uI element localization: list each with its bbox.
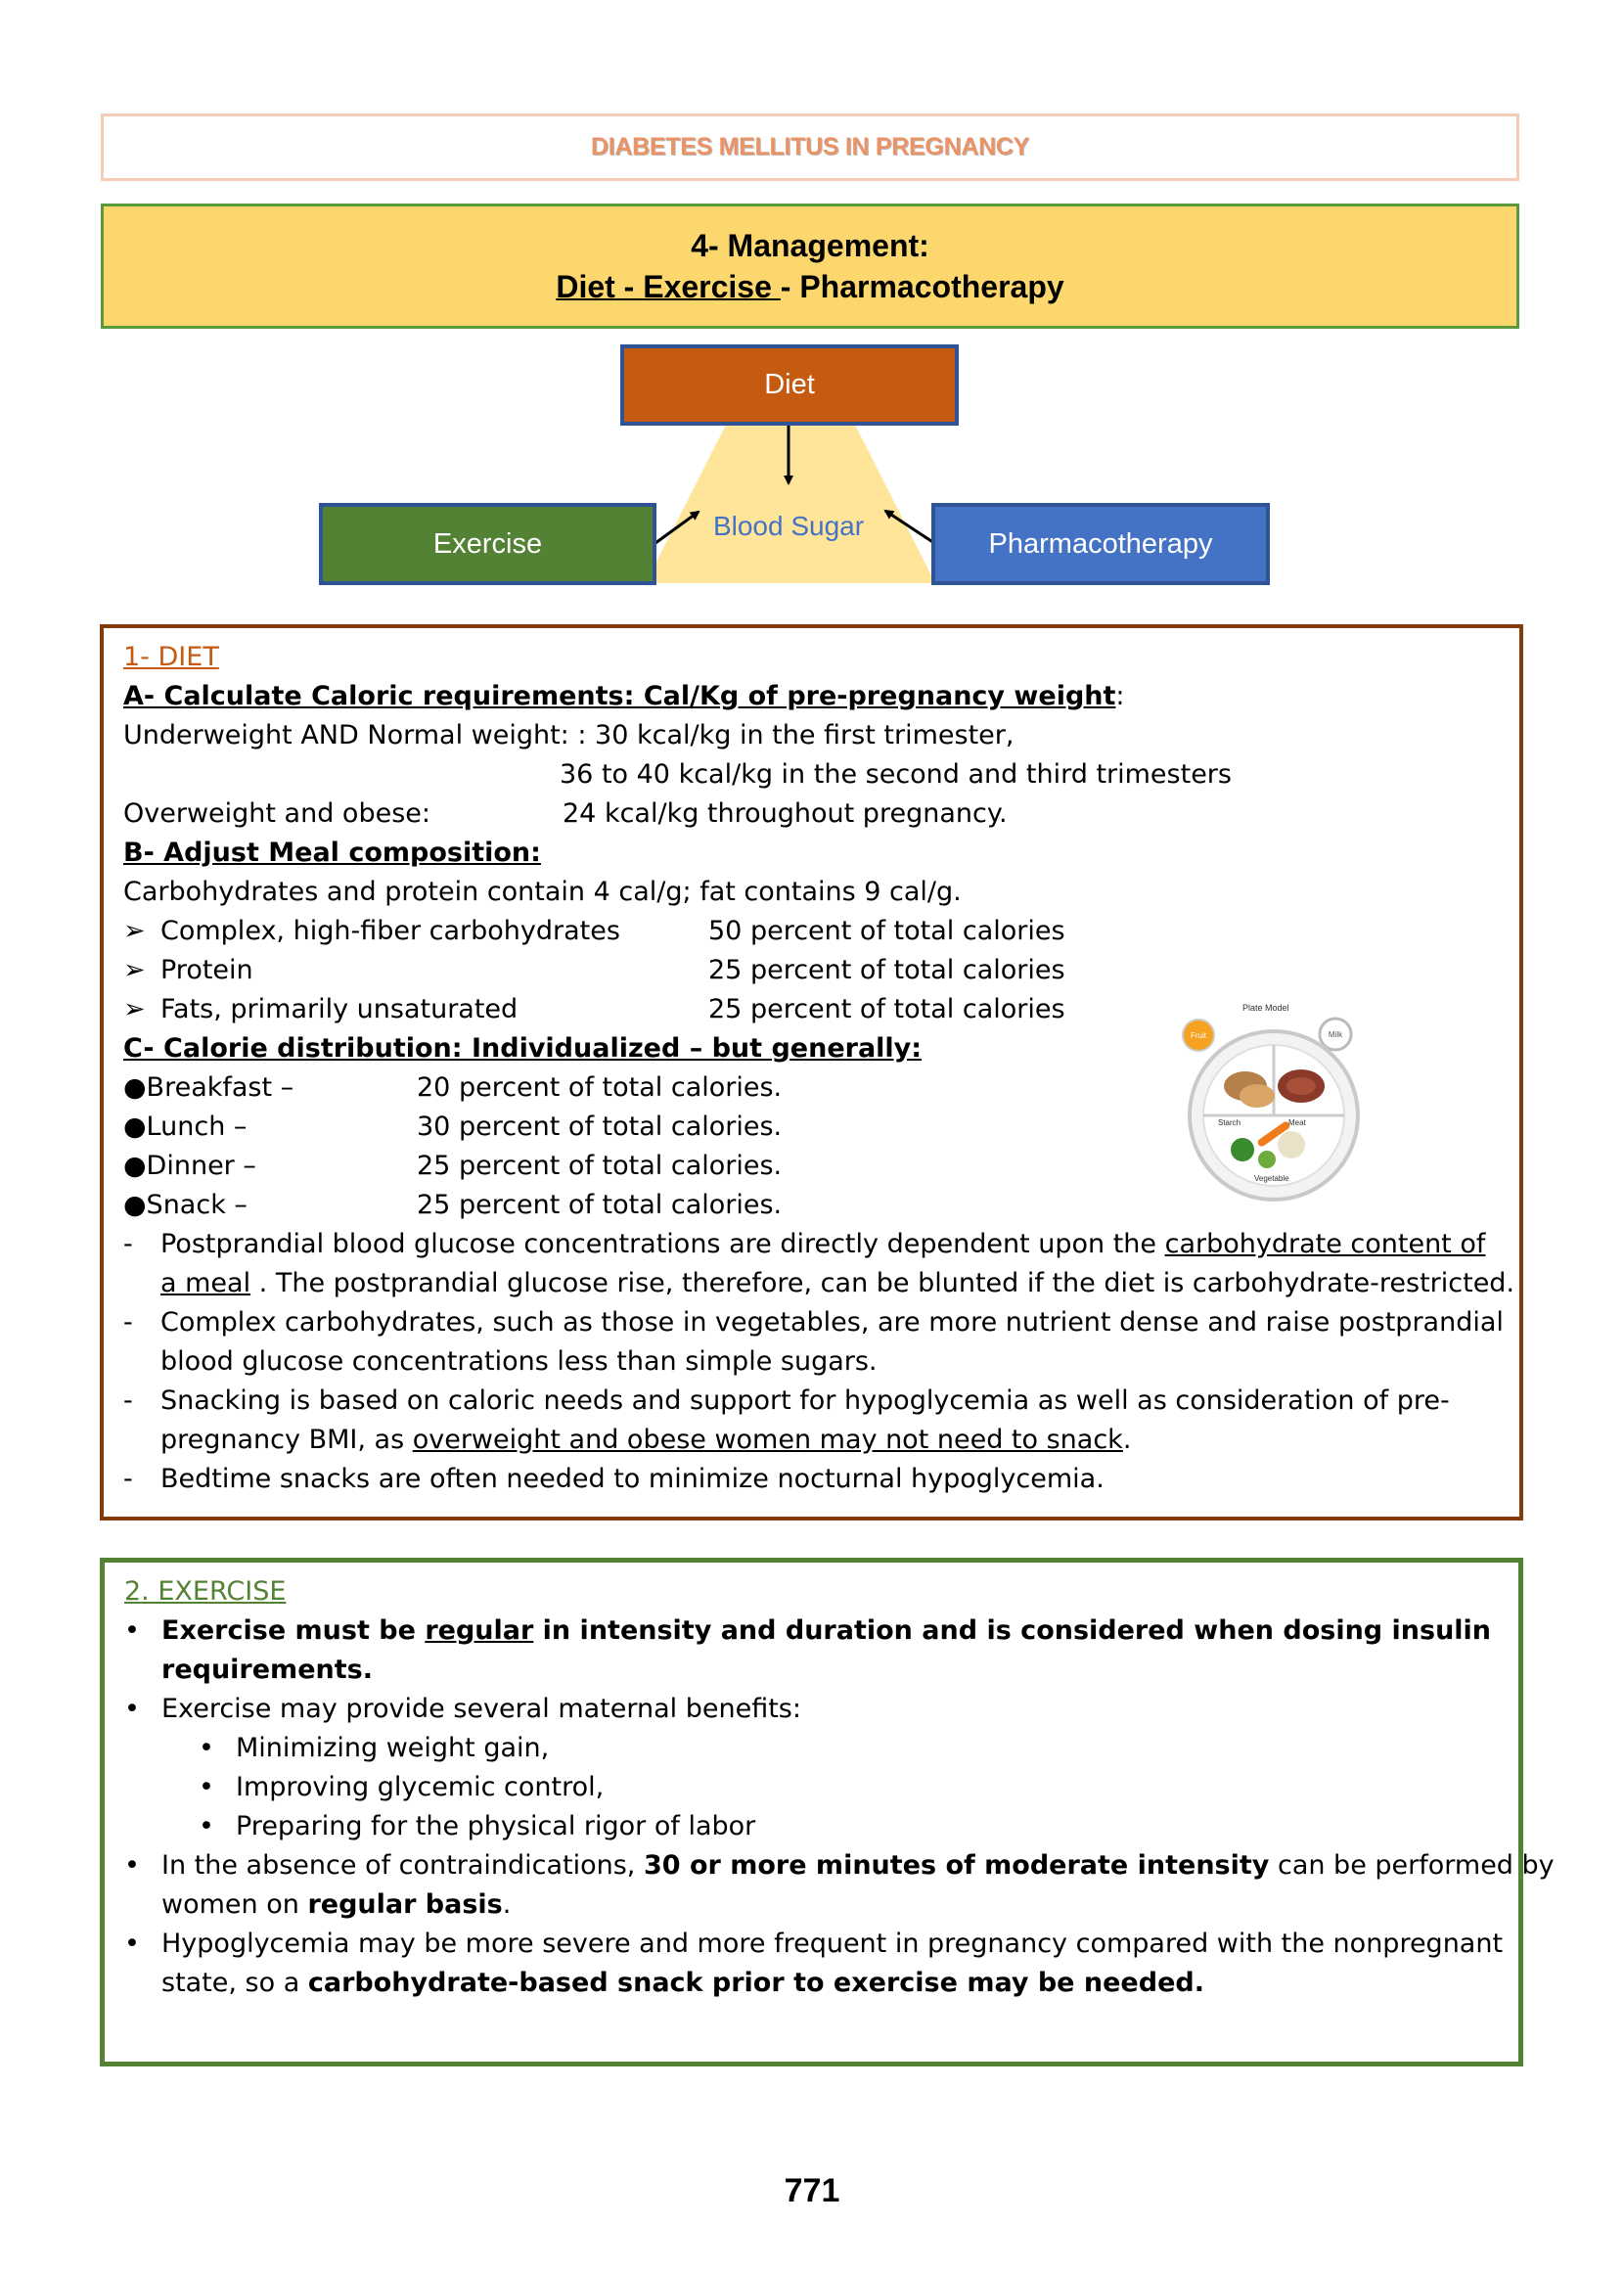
bullet-text: in intensity and duration and is considered when dosing insulin: [533, 1615, 1492, 1646]
exercise-bullet: [124, 1612, 1518, 1690]
a-heading: A- Calculate Caloric requirements: Cal/Kg of pre-pregnancy weight: [123, 681, 1116, 711]
b-text: Carbohydrates and protein contain 4 cal/g; fat contains 9 cal/g.: [123, 877, 962, 907]
bullet-icon: •: [124, 1694, 140, 1724]
title-sep2: -: [780, 269, 800, 304]
note-underlined: overweight and obese women may not need to snack: [412, 1425, 1123, 1455]
composition-name: Complex, high-fiber carbohydrates: [160, 916, 620, 946]
bullet-icon: •: [199, 1733, 214, 1763]
bullet-text: Hypoglycemia may be more severe and more frequent in pregnancy compared with the nonpregnant: [161, 1929, 1504, 1959]
b-heading: B- Adjust Meal composition:: [123, 838, 541, 868]
composition-name: Protein: [160, 955, 253, 985]
benefit-text: Preparing for the physical rigor of labor: [236, 1811, 756, 1841]
plate-meat-label: Meat: [1288, 1118, 1306, 1127]
composition-row: [123, 912, 1519, 951]
exercise-box: [319, 503, 656, 585]
diet-box: [620, 344, 959, 426]
bullet-underlined: regular: [425, 1615, 534, 1646]
plate-model-illustration: [1169, 993, 1365, 1203]
overweight-label: Overweight and obese:: [123, 798, 430, 829]
dash-bullet-icon: -: [123, 1385, 133, 1416]
underweight-line: Underweight AND Normal weight: : 30 kcal/kg in the first trimester,: [123, 720, 1015, 750]
meal-value: 30 percent of total calories.: [417, 1112, 783, 1142]
bullet-bold: regular basis: [307, 1889, 503, 1920]
dash-bullet-icon: -: [123, 1307, 133, 1338]
blood-sugar-label: Blood Sugar: [712, 511, 865, 541]
benefit-item: [124, 1729, 1518, 1768]
bullet-text: Exercise may provide several maternal benefits:: [161, 1694, 801, 1724]
note-text: Snacking is based on caloric needs and support for hypoglycemia as well as consideration of pre-: [160, 1385, 1450, 1416]
arrow-bullet-icon: ➢: [123, 916, 146, 946]
exercise-bullet: [124, 1925, 1518, 2003]
note-underlined: carbohydrate content of: [1164, 1229, 1486, 1259]
note-text: blood glucose concentrations less than simple sugars.: [160, 1346, 878, 1377]
note-text: . The postprandial glucose rise, therefore, can be blunted if the diet is carbohydrate-restricted.: [250, 1268, 1515, 1298]
bullet-icon: •: [199, 1811, 214, 1841]
composition-value: 25 percent of total calories: [708, 955, 1065, 985]
dash-bullet-icon: -: [123, 1464, 133, 1494]
overweight-value: 24 kcal/kg throughout pregnancy.: [563, 798, 1008, 829]
composition-value: 50 percent of total calories: [708, 916, 1065, 946]
meal-value: 25 percent of total calories.: [417, 1190, 783, 1220]
plate-vegetable-label: Vegetable: [1254, 1174, 1289, 1183]
benefit-text: Minimizing weight gain,: [236, 1733, 550, 1763]
note-item: [123, 1382, 1519, 1460]
bullet-text: can be performed by: [1269, 1850, 1555, 1881]
bullet-icon: •: [124, 1850, 140, 1881]
underweight-second: 36 to 40 kcal/kg in the second and third trimesters: [560, 759, 1232, 790]
exercise-bullet: [124, 1690, 1518, 1729]
bullet-icon: •: [124, 1929, 140, 1959]
bullet-bold: carbohydrate-based snack prior to exercise may be needed.: [307, 1968, 1204, 1998]
c-heading: C- Calorie distribution: Individualized – but generally:: [123, 1033, 923, 1064]
bullet-text: Exercise must be: [161, 1615, 426, 1646]
note-text: Bedtime snacks are often needed to minimize nocturnal hypoglycemia.: [160, 1464, 1105, 1494]
meal-name: ●Lunch –: [123, 1112, 248, 1142]
plate-milk-label: Milk: [1328, 1030, 1343, 1039]
plate-starch-label: Starch: [1218, 1118, 1241, 1127]
arrow-bullet-icon: ➢: [123, 955, 146, 985]
diet-box-label: Diet: [764, 369, 815, 400]
title-diet: Diet: [556, 269, 615, 304]
benefit-item: [124, 1768, 1518, 1807]
note-item: [123, 1460, 1519, 1499]
exercise-box-label: Exercise: [432, 527, 543, 560]
plate-title: Plate Model: [1242, 1003, 1289, 1013]
note-text: .: [1122, 1425, 1132, 1455]
composition-value: 25 percent of total calories: [708, 994, 1065, 1024]
title-line1: 4- Management:: [691, 228, 929, 263]
bullet-icon: •: [199, 1772, 214, 1802]
header-title: DIABETES MELLITUS IN PREGNANCY: [591, 133, 1029, 160]
bullet-text: state, so a: [161, 1968, 308, 1998]
blood-sugar-trapezoid: [646, 425, 935, 583]
composition-row: [123, 951, 1519, 990]
note-text: Postprandial blood glucose concentrations are directly dependent upon the: [160, 1229, 1165, 1259]
arrow-bullet-icon: ➢: [123, 994, 146, 1024]
a-colon: :: [1115, 681, 1125, 711]
title-sep1: -: [614, 269, 644, 304]
diet-heading: 1- DIET: [123, 642, 219, 672]
bullet-bold: 30 or more minutes of moderate intensity: [643, 1850, 1270, 1881]
bullet-text: requirements.: [161, 1655, 373, 1685]
title-exercise: Exercise: [643, 269, 781, 304]
meal-value: 20 percent of total calories.: [417, 1072, 783, 1103]
benefit-text: Improving glycemic control,: [236, 1772, 605, 1802]
meal-name: ●Dinner –: [123, 1151, 256, 1181]
exercise-bullet: [124, 1846, 1555, 1925]
composition-name: Fats, primarily unsaturated: [160, 994, 519, 1024]
meal-value: 25 percent of total calories.: [417, 1151, 783, 1181]
dash-bullet-icon: -: [123, 1229, 133, 1259]
bullet-text: In the absence of contraindications,: [161, 1850, 644, 1881]
exercise-heading: 2. EXERCISE: [124, 1576, 287, 1607]
benefit-item: [124, 1807, 1518, 1846]
note-item: [123, 1225, 1519, 1303]
meal-name: ●Breakfast –: [123, 1072, 294, 1103]
note-item: [123, 1303, 1519, 1382]
note-text: pregnancy BMI, as: [160, 1425, 413, 1455]
pharmacotherapy-box: [931, 503, 1270, 585]
bullet-icon: •: [124, 1615, 140, 1646]
note-text: Complex carbohydrates, such as those in vegetables, are more nutrient dense and raise postprandial: [160, 1307, 1504, 1338]
meal-name: ●Snack –: [123, 1190, 248, 1220]
title-pharma: Pharmacotherapy: [799, 269, 1064, 304]
exercise-section: [100, 1558, 1555, 2066]
plate-fruit-label: Fruit: [1191, 1031, 1206, 1040]
page-number: 771: [784, 2172, 840, 2209]
bullet-text: .: [502, 1889, 512, 1920]
pharmacotherapy-box-label: Pharmacotherapy: [988, 527, 1213, 560]
bullet-text: women on: [161, 1889, 308, 1920]
vegetable-icon: [1231, 1138, 1254, 1161]
note-underlined: a meal: [160, 1268, 251, 1298]
